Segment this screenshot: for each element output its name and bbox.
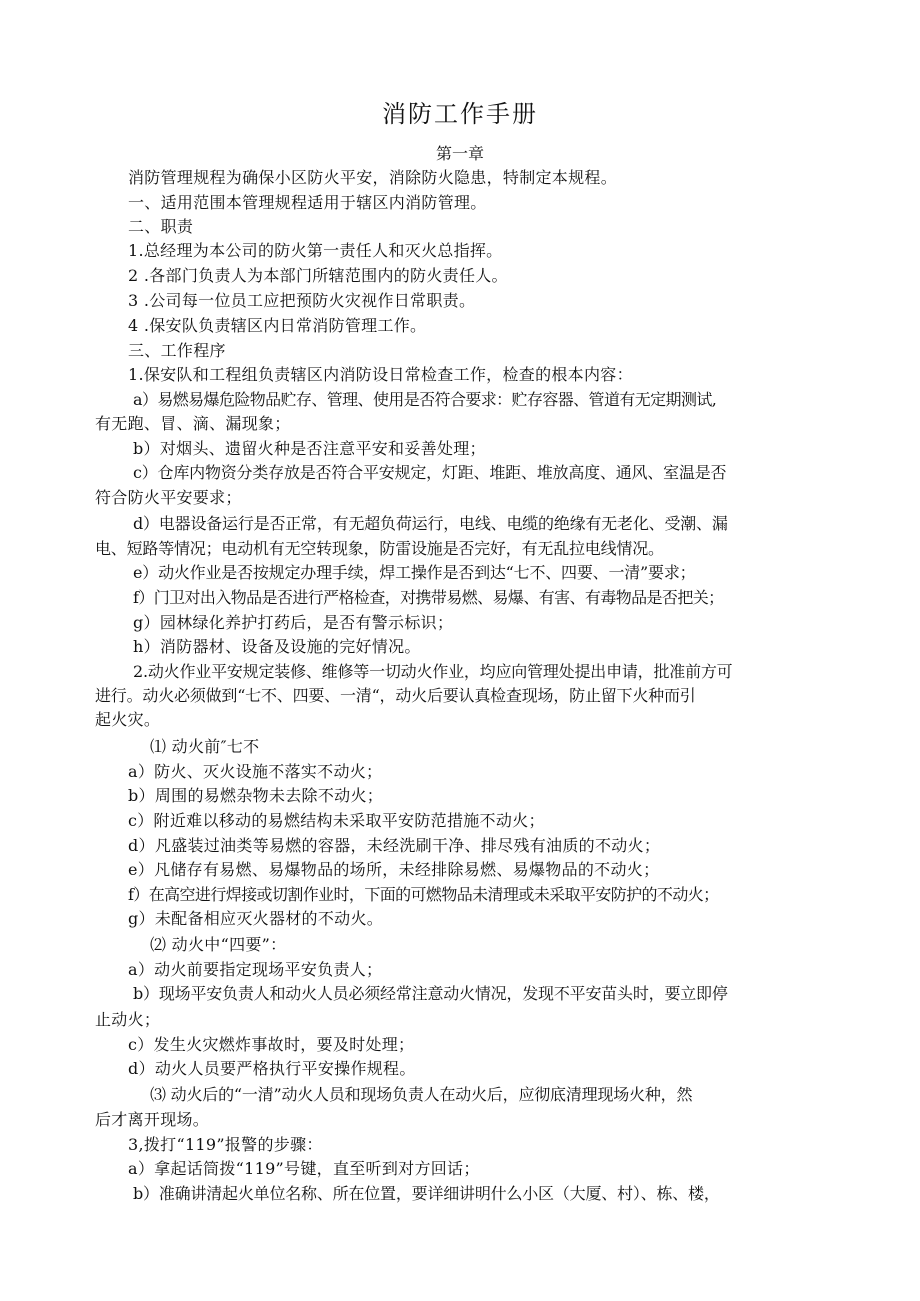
list-item: b）周围的易燃杂物未去除不动火；	[128, 786, 384, 805]
list-item: b）现场平安负责人和动火人员必须经常注意动火情况，发现不平安苗头时，要立即停	[133, 984, 728, 1003]
section-heading: 一、适用范围本管理规程适用于辖区内消防管理。	[128, 193, 487, 212]
section-heading: 三、工作程序	[128, 341, 226, 360]
list-item: a）防火、灭火设施不落实不动火；	[128, 762, 383, 781]
list-item: c）仓库内物资分类存放是否符合平安规定，灯距、堆距、堆放高度、通风、室温是否	[133, 463, 727, 482]
list-item: b）准确讲清起火单位名称、所在位置，要详细讲明什么小区（大厦、村）、栋、楼，	[133, 1184, 720, 1203]
list-item: f）门卫对出入物品是否进行严格检查，对携带易燃、易爆、有害、有毒物品是否把关；	[133, 588, 724, 607]
chapter-heading: 第一章	[435, 144, 484, 163]
list-item: d）电器设备运行是否正常，有无超负荷运行，电线、电缆的绝缘有无老化、受潮、漏	[133, 514, 728, 533]
list-item: c）发生火灾燃炸事故时，要及时处理；	[128, 1035, 415, 1054]
list-item: 4 .保安队负责辖区内日常消防管理工作。	[128, 316, 427, 335]
paragraph-line: 进行。动火必须做到“七不、四要、一清“，动火后要认真检查现场，防止留下火种而引	[95, 686, 696, 705]
list-item: g）未配备相应灭火器材的不动火。	[128, 909, 384, 928]
list-item: g）园林绿化养护打药后，是否有警示标识；	[133, 613, 454, 632]
paragraph-line: 1.保安队和工程组负责辖区内消防设日常检查工作，检查的根本内容：	[128, 365, 633, 384]
list-item: f）在高空进行焊接或切割作业时，下面的可燃物品未清理或未采取平安防护的不动火；	[128, 885, 719, 904]
paragraph-line: 后才离开现场。	[95, 1110, 210, 1129]
document-title: 消防工作手册	[382, 100, 538, 128]
paragraph-line: 起火灾。	[95, 710, 161, 729]
section-heading: 3,拨打“119”报警的步骤：	[128, 1135, 323, 1154]
list-item: h）消防器材、设备及设施的完好情况。	[133, 637, 421, 656]
list-item: 3 .公司每一位员工应把预防火灾视作日常职责。	[128, 291, 476, 310]
list-item: a）动火前要指定现场平安负责人；	[128, 960, 383, 979]
list-item: e）凡储存有易燃、易爆物品的场所，未经排除易燃、易爆物品的不动火；	[128, 860, 660, 879]
list-item: c）附近难以移动的易燃结构未采取平安防范措施不动火；	[128, 811, 545, 830]
paragraph-line: 电、短路等情况；电动机有无空转现象，防雷设施是否完好，有无乱拉电线情况。	[95, 539, 664, 558]
list-item: e）动火作业是否按规定办理手续，焊工操作是否到达“七不、四要、一清”要求；	[133, 563, 696, 582]
section-heading: 二、职责	[128, 217, 194, 236]
list-item: a）易燃易爆危险物品贮存、管理、使用是否符合要求：贮存容器、管道有无定期测试,	[133, 390, 717, 409]
subsection-heading: ⑶ 动火后的“一清”动火人员和现场负责人在动火后，应彻底清理现场火种，然	[150, 1085, 693, 1104]
paragraph-line: 消防管理规程为确保小区防火平安，消除防火隐患，特制定本规程。	[128, 168, 618, 187]
subsection-heading: ⑵ 动火中“四要”：	[150, 935, 287, 954]
paragraph-line: 2.动火作业平安规定装修、维修等一切动火作业，均应向管理处提出申请，批准前方可	[133, 662, 733, 681]
list-item: 2 .各部门负责人为本部门所辖范围内的防火责任人。	[128, 266, 508, 285]
paragraph-line: 止动火；	[95, 1010, 161, 1029]
paragraph-line: 符合防火平安要求；	[95, 488, 242, 507]
list-item: d）凡盛装过油类等易燃的容器，未经洗刷干净、排尽残有油质的不动火；	[128, 836, 661, 855]
list-item: a）拿起话筒拨“119”号键，直至听到对方回话；	[128, 1159, 480, 1178]
paragraph-line: 有无跑、冒、滴、漏现象；	[95, 414, 291, 433]
list-item: b）对烟头、遗留火种是否注意平安和妥善处理；	[133, 439, 486, 458]
list-item: 1.总经理为本公司的防火第一责任人和灭火总指挥。	[128, 241, 503, 260]
list-item: d）动火人员要严格执行平安操作规程。	[128, 1059, 416, 1078]
subsection-heading: ⑴ 动火前″七不	[150, 737, 260, 756]
